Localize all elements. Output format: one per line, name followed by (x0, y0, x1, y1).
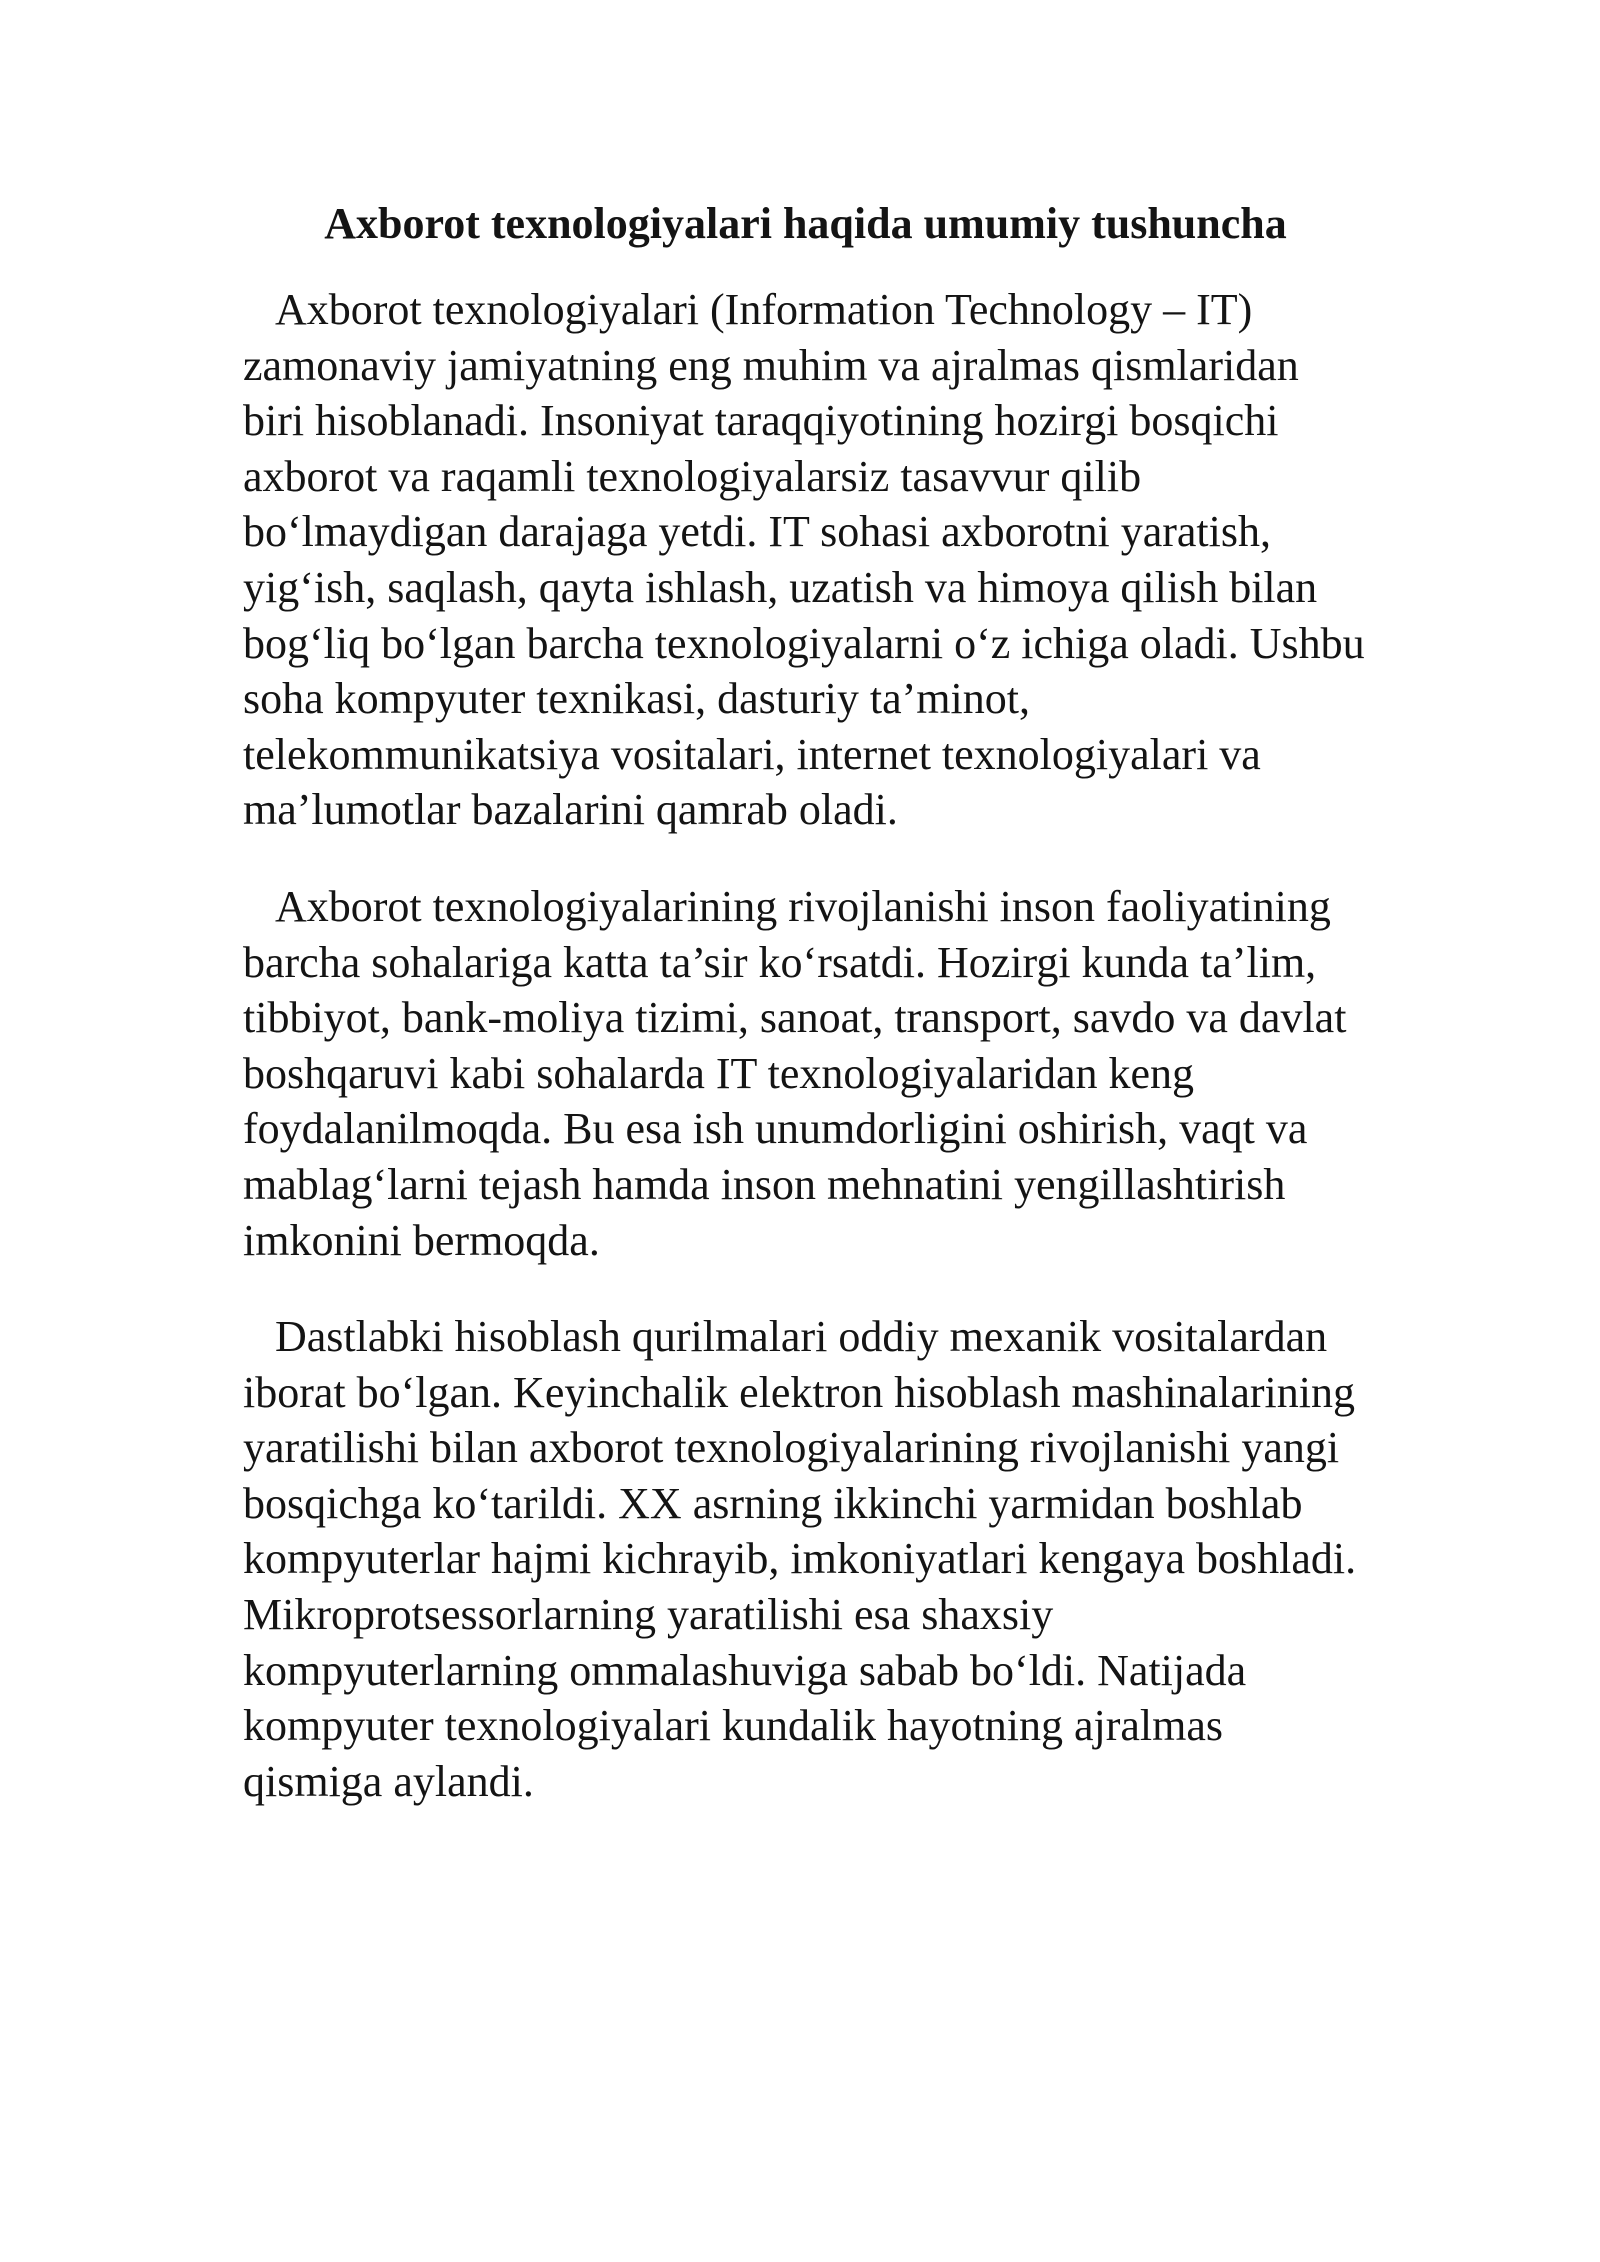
document-title: Axborot texnologiyalari haqida umumiy tushuncha (324, 199, 1287, 248)
paragraph-history: Dastlabki hisoblash qurilmalari oddiy mexanik vositalardan iborat bo‘lgan. Keyinchalik elektron hisoblash mashinalarining yaratilishi bilan axborot texnologiyalarining rivojlanishi yangi bosqichga ko‘tarildi. XX asrning ikkinchi yarmidan boshlab kompyuterlar hajmi kichrayib, imkoniyatlari kengaya boshladi. Mikroprotsessorlarning yaratilishi esa shaxsiy kompyuterlarning ommalashuviga sabab bo‘ldi. Natijada kompyuter texnologiyalari kundalik hayotning ajralmas qismiga aylandi. (243, 1312, 1357, 1806)
paragraph-intro: Axborot texnologiyalari (Information Technology – IT) zamonaviy jamiyatning eng muhim va ajralmas qismlaridan biri hisoblanadi. Insoniyat taraqqiyotining hozirgi bosqichi axborot va raqamli texnologiyalarsiz tasavvur qilib bo‘lmaydigan darajaga yetdi. IT sohasi axborotni yaratish, yig‘ish, saqlash, qayta ishlash, uzatish va himoya qilish bilan bog‘liq bo‘lgan barcha texnologiyalarni o‘z ichiga oladi. Ushbu soha kompyuter texnikasi, dasturiy ta’minot, telekommunikatsiya vositalari, internet texnologiyalari va ma’lumotlar bazalarini qamrab oladi. (243, 285, 1365, 835)
document-body (243, 192, 1368, 1850)
paragraph-impact: Axborot texnologiyalarining rivojlanishi inson faoliyatining barcha sohalariga katta ta’sir ko‘rsatdi. Hozirgi kunda ta’lim, tibbiyot, bank-moliya tizimi, sanoat, transport, savdo va davlat boshqaruvi kabi sohalarda IT texnologiyalaridan keng foydalanilmoqda. Bu esa ish unumdorligini oshirish, vaqt va mablag‘larni tejash hamda inson mehnatini yengillashtirish imkonini bermoqda. (243, 881, 1347, 1265)
